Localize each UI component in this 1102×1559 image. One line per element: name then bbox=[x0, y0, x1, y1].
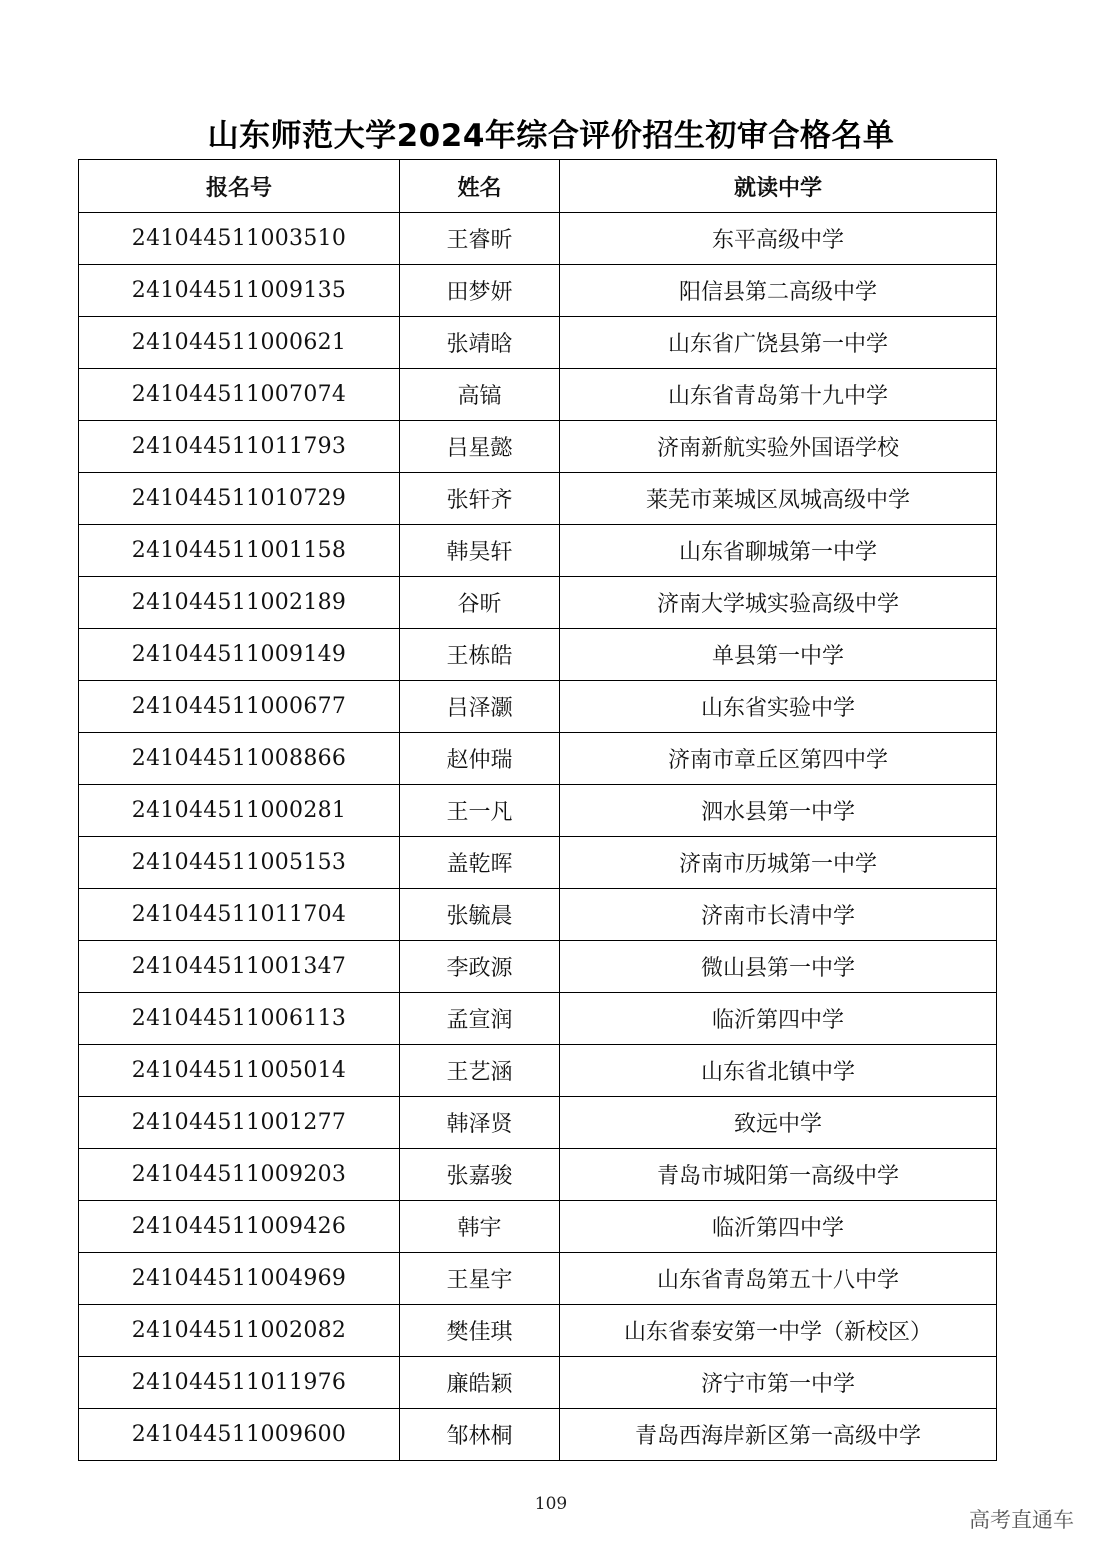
student-name-cell: 王星宇 bbox=[400, 1253, 560, 1305]
school-cell: 临沂第四中学 bbox=[560, 1201, 997, 1253]
student-name-cell: 盖乾晖 bbox=[400, 837, 560, 889]
school-cell: 微山县第一中学 bbox=[560, 941, 997, 993]
table-row bbox=[79, 785, 997, 837]
registration-number-cell: 241044511009426 bbox=[79, 1201, 400, 1253]
student-name-cell: 韩昊轩 bbox=[400, 525, 560, 577]
school-cell: 济南市章丘区第四中学 bbox=[560, 733, 997, 785]
registration-number-cell: 241044511002082 bbox=[79, 1305, 400, 1357]
student-name-cell: 王栋皓 bbox=[400, 629, 560, 681]
school-cell: 青岛西海岸新区第一高级中学 bbox=[560, 1409, 997, 1461]
student-name-cell: 樊佳琪 bbox=[400, 1305, 560, 1357]
school-cell: 山东省实验中学 bbox=[560, 681, 997, 733]
table-row bbox=[79, 1305, 997, 1357]
school-cell: 临沂第四中学 bbox=[560, 993, 997, 1045]
table-row bbox=[79, 421, 997, 473]
student-name-cell: 李政源 bbox=[400, 941, 560, 993]
student-name-cell: 王一凡 bbox=[400, 785, 560, 837]
registration-number-cell: 241044511000281 bbox=[79, 785, 400, 837]
school-cell: 山东省聊城第一中学 bbox=[560, 525, 997, 577]
table-row bbox=[79, 837, 997, 889]
table-row bbox=[79, 1097, 997, 1149]
student-name-cell: 谷昕 bbox=[400, 577, 560, 629]
school-cell: 济宁市第一中学 bbox=[560, 1357, 997, 1409]
registration-number-cell: 241044511009600 bbox=[79, 1409, 400, 1461]
table-row bbox=[79, 993, 997, 1045]
student-name-cell: 韩泽贤 bbox=[400, 1097, 560, 1149]
registration-number-cell: 241044511000677 bbox=[79, 681, 400, 733]
header-registration-number: 报名号 bbox=[79, 160, 400, 213]
student-name-cell: 邹林桐 bbox=[400, 1409, 560, 1461]
registration-number-cell: 241044511009135 bbox=[79, 265, 400, 317]
registration-number-cell: 241044511004969 bbox=[79, 1253, 400, 1305]
registration-number-cell: 241044511007074 bbox=[79, 369, 400, 421]
student-name-cell: 张嘉骏 bbox=[400, 1149, 560, 1201]
table-row bbox=[79, 629, 997, 681]
registration-number-cell: 241044511006113 bbox=[79, 993, 400, 1045]
school-cell: 单县第一中学 bbox=[560, 629, 997, 681]
registration-number-cell: 241044511011976 bbox=[79, 1357, 400, 1409]
header-school: 就读中学 bbox=[560, 160, 997, 213]
registration-number-cell: 241044511001158 bbox=[79, 525, 400, 577]
registration-number-cell: 241044511009203 bbox=[79, 1149, 400, 1201]
student-name-cell: 张毓晨 bbox=[400, 889, 560, 941]
student-name-cell: 王艺涵 bbox=[400, 1045, 560, 1097]
table-row bbox=[79, 681, 997, 733]
student-name-cell: 赵仲瑞 bbox=[400, 733, 560, 785]
school-cell: 莱芜市莱城区凤城高级中学 bbox=[560, 473, 997, 525]
table-row bbox=[79, 889, 997, 941]
student-name-cell: 张轩齐 bbox=[400, 473, 560, 525]
table-row bbox=[79, 473, 997, 525]
table-row bbox=[79, 733, 997, 785]
registration-number-cell: 241044511010729 bbox=[79, 473, 400, 525]
admission-table bbox=[78, 159, 997, 1461]
registration-number-cell: 241044511005014 bbox=[79, 1045, 400, 1097]
table-row bbox=[79, 1409, 997, 1461]
table-row bbox=[79, 1253, 997, 1305]
header-name: 姓名 bbox=[400, 160, 560, 213]
student-name-cell: 吕星懿 bbox=[400, 421, 560, 473]
table-header-row bbox=[79, 160, 997, 213]
table-row bbox=[79, 941, 997, 993]
school-cell: 泗水县第一中学 bbox=[560, 785, 997, 837]
student-name-cell: 田梦妍 bbox=[400, 265, 560, 317]
student-name-cell: 廉皓颖 bbox=[400, 1357, 560, 1409]
table-row bbox=[79, 1045, 997, 1097]
registration-number-cell: 241044511011704 bbox=[79, 889, 400, 941]
registration-number-cell: 241044511008866 bbox=[79, 733, 400, 785]
school-cell: 济南大学城实验高级中学 bbox=[560, 577, 997, 629]
school-cell: 山东省泰安第一中学（新校区） bbox=[560, 1305, 997, 1357]
table-row bbox=[79, 1357, 997, 1409]
school-cell: 致远中学 bbox=[560, 1097, 997, 1149]
table-row bbox=[79, 1201, 997, 1253]
student-name-cell: 吕泽灏 bbox=[400, 681, 560, 733]
registration-number-cell: 241044511005153 bbox=[79, 837, 400, 889]
registration-number-cell: 241044511000621 bbox=[79, 317, 400, 369]
school-cell: 山东省广饶县第一中学 bbox=[560, 317, 997, 369]
watermark-text: 高考直通车 bbox=[969, 1508, 1074, 1532]
table-row bbox=[79, 265, 997, 317]
table-row bbox=[79, 1149, 997, 1201]
registration-number-cell: 241044511003510 bbox=[79, 213, 400, 265]
school-cell: 济南市长清中学 bbox=[560, 889, 997, 941]
student-name-cell: 韩宇 bbox=[400, 1201, 560, 1253]
registration-number-cell: 241044511001347 bbox=[79, 941, 400, 993]
table-row bbox=[79, 213, 997, 265]
table-row bbox=[79, 317, 997, 369]
registration-number-cell: 241044511002189 bbox=[79, 577, 400, 629]
table-row bbox=[79, 525, 997, 577]
school-cell: 山东省北镇中学 bbox=[560, 1045, 997, 1097]
school-cell: 济南市历城第一中学 bbox=[560, 837, 997, 889]
student-name-cell: 王睿昕 bbox=[400, 213, 560, 265]
page-number: 109 bbox=[534, 1494, 568, 1514]
school-cell: 青岛市城阳第一高级中学 bbox=[560, 1149, 997, 1201]
table-body bbox=[79, 213, 997, 1461]
school-cell: 山东省青岛第十九中学 bbox=[560, 369, 997, 421]
student-name-cell: 张靖晗 bbox=[400, 317, 560, 369]
table-row bbox=[79, 577, 997, 629]
school-cell: 东平高级中学 bbox=[560, 213, 997, 265]
registration-number-cell: 241044511011793 bbox=[79, 421, 400, 473]
school-cell: 阳信县第二高级中学 bbox=[560, 265, 997, 317]
school-cell: 山东省青岛第五十八中学 bbox=[560, 1253, 997, 1305]
registration-number-cell: 241044511009149 bbox=[79, 629, 400, 681]
student-name-cell: 高镐 bbox=[400, 369, 560, 421]
table-row bbox=[79, 369, 997, 421]
school-cell: 济南新航实验外国语学校 bbox=[560, 421, 997, 473]
student-name-cell: 孟宣润 bbox=[400, 993, 560, 1045]
document-title: 山东师范大学2024年综合评价招生初审合格名单 bbox=[207, 118, 895, 154]
registration-number-cell: 241044511001277 bbox=[79, 1097, 400, 1149]
